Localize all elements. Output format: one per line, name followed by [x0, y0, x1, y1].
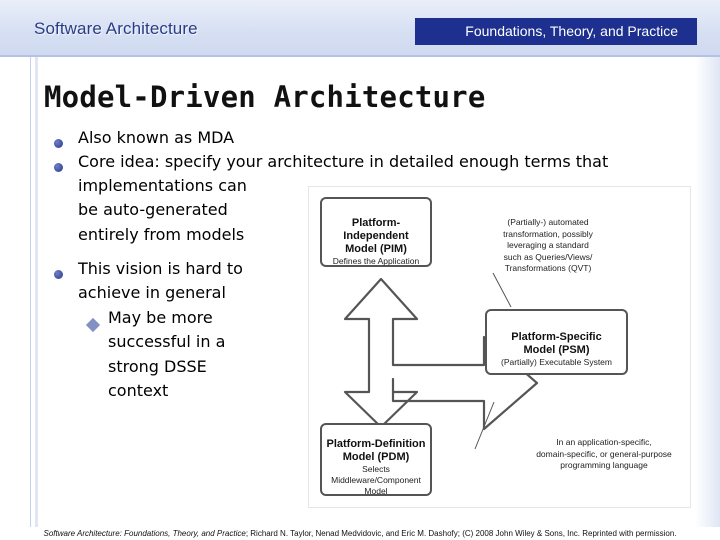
- pim-subtitle: Defines the Application: [332, 256, 420, 266]
- pdm-subtitle: Model: [364, 486, 388, 496]
- note-line: (Partially-) automated: [507, 217, 589, 227]
- bullet-text: be auto-generated: [78, 200, 228, 219]
- psm-title: Platform-Specific: [511, 331, 602, 343]
- sub-bullet-text: May be more: [108, 308, 213, 327]
- left-frame-band: [35, 57, 38, 527]
- transformation-note: [483, 217, 613, 275]
- footer-book-title: Software Architecture: Foundations, Theory, and Practice: [43, 529, 246, 538]
- bullet-text: This vision is hard to: [78, 259, 243, 278]
- note-line: programming language: [560, 460, 648, 470]
- psm-box: [485, 309, 628, 375]
- pdm-title: Platform-Definition: [326, 438, 426, 450]
- language-note: [519, 437, 689, 472]
- pdm-title: Model (PDM): [342, 451, 410, 463]
- pim-box: [320, 197, 432, 267]
- footer-credits: ; Richard N. Taylor, Nenad Medvidovic, and Eric M. Dashofy; (C) 2008 John Wiley & Sons, Inc. Reprinted with permission.: [245, 529, 677, 538]
- course-title: Software Architecture: [34, 19, 198, 38]
- note-line: domain-specific, or general-purpose: [536, 448, 672, 459]
- pdm-box: [320, 423, 432, 496]
- right-frame-band: [695, 57, 720, 527]
- psm-subtitle: (Partially) Executable System: [500, 357, 612, 367]
- sub-bullet-text: strong DSSE: [108, 357, 207, 376]
- pdm-subtitle: Selects Middleware/Component: [331, 464, 421, 485]
- pim-title: Model (PIM): [345, 243, 407, 255]
- footer-citation: [0, 527, 720, 540]
- sub-bullet-text: context: [108, 381, 169, 400]
- slide-title: Model-Driven Architecture: [44, 80, 486, 114]
- bullet-text: Also known as MDA: [78, 128, 235, 147]
- bullet-text: entirely from models: [78, 225, 245, 244]
- bullet-text: achieve in general: [78, 283, 226, 302]
- bullet-icon: [54, 139, 63, 148]
- sub-bullet-icon: [86, 318, 100, 332]
- note-line: transformation, possibly: [503, 228, 593, 239]
- note-line: In an application-specific,: [556, 437, 652, 447]
- note-line: such as Queries/Views/: [503, 251, 593, 262]
- header-bar: [0, 0, 720, 56]
- psm-title: Model (PSM): [523, 344, 590, 356]
- bullet-text: Core idea: specify your architecture in detailed enough terms that: [78, 152, 609, 171]
- bullet-icon: [54, 163, 63, 172]
- bullet-text: implementations can: [78, 176, 247, 195]
- pim-title: Platform-Independent: [343, 217, 409, 242]
- bullet-icon: [54, 270, 63, 279]
- note-line: Transformations (QVT): [504, 263, 592, 273]
- left-frame-line: [30, 57, 31, 527]
- course-subtitle: Foundations, Theory, and Practice: [415, 18, 697, 45]
- mda-diagram: [308, 186, 691, 508]
- note-leader-top: [493, 273, 511, 307]
- note-line: leveraging a standard: [507, 240, 589, 250]
- sub-bullet-text: successful in a: [108, 332, 226, 351]
- header-divider: [0, 55, 720, 57]
